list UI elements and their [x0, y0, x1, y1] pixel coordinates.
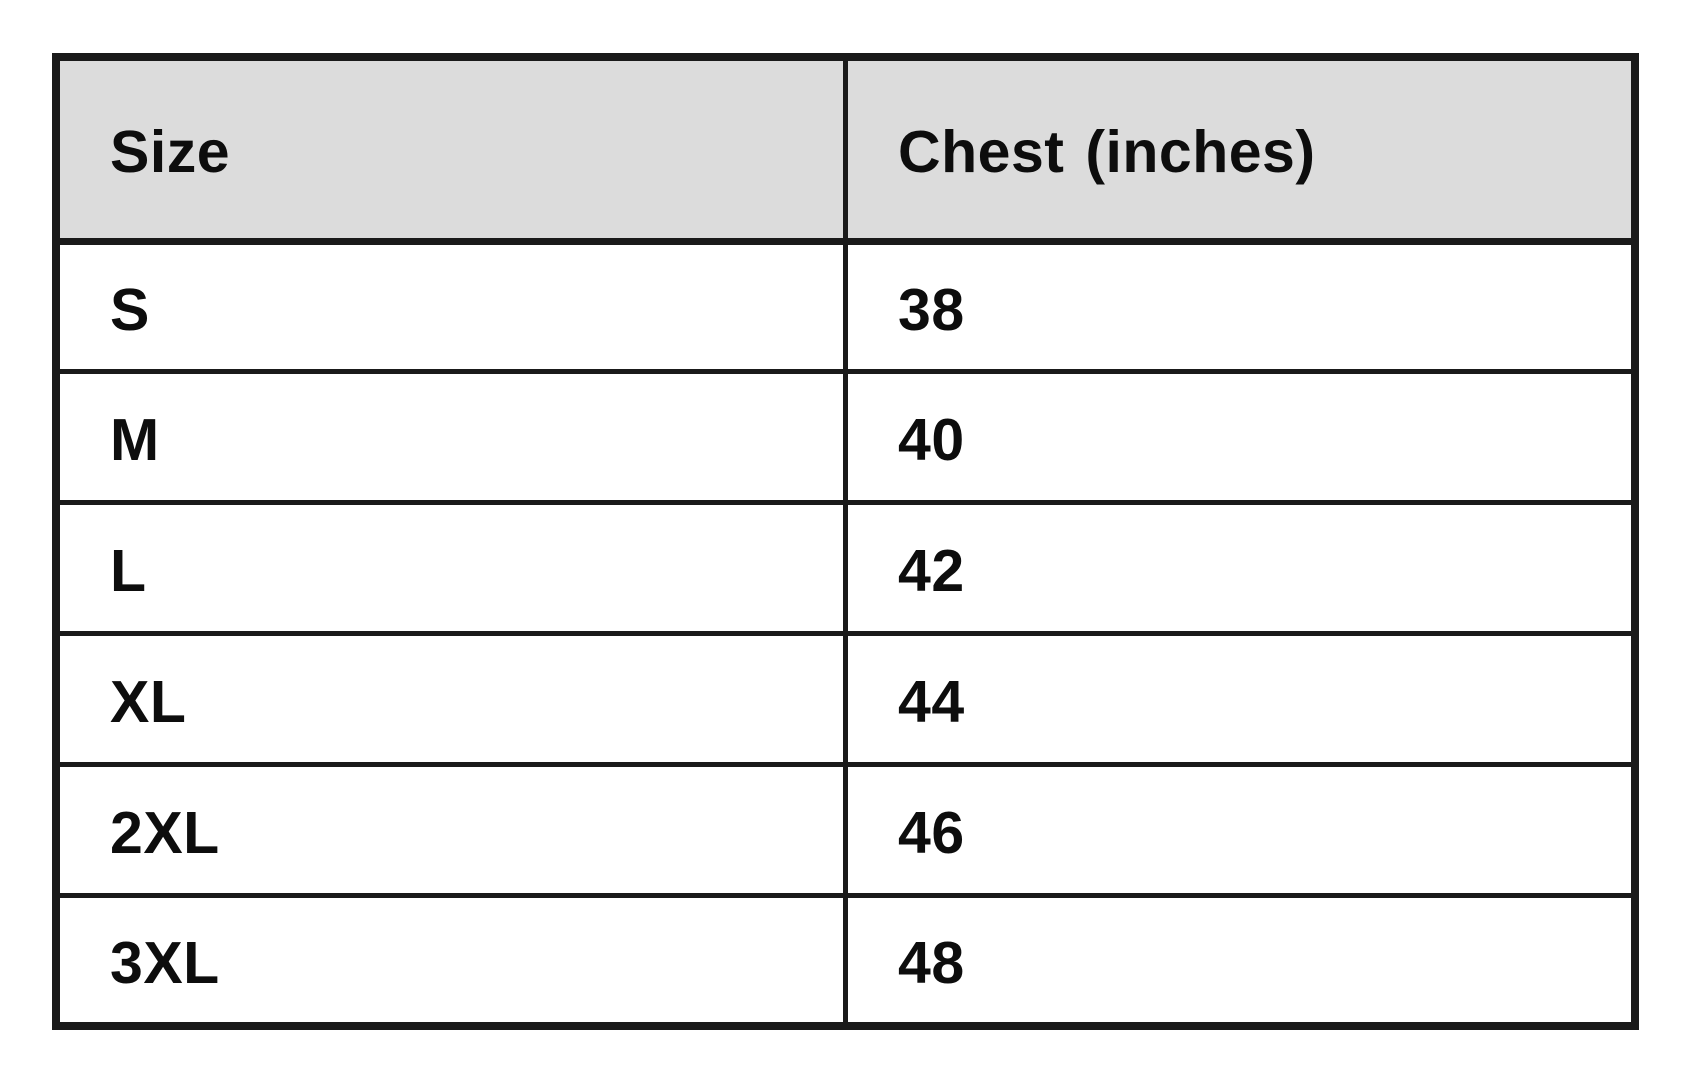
column-header-size: Size — [56, 57, 846, 241]
table-row — [56, 895, 1635, 1026]
chest-cell: 48 — [846, 895, 1636, 1026]
table-row — [56, 503, 1635, 634]
table-row — [56, 633, 1635, 764]
chest-cell: 42 — [846, 503, 1636, 634]
table-body — [56, 241, 1635, 1026]
table-row — [56, 764, 1635, 895]
size-cell: S — [56, 241, 846, 372]
chest-cell: 38 — [846, 241, 1636, 372]
size-cell: 3XL — [56, 895, 846, 1026]
table-row — [56, 372, 1635, 503]
chest-cell: 46 — [846, 764, 1636, 895]
size-cell: XL — [56, 633, 846, 764]
chest-cell: 44 — [846, 633, 1636, 764]
chest-cell: 40 — [846, 372, 1636, 503]
size-cell: 2XL — [56, 764, 846, 895]
size-cell: L — [56, 503, 846, 634]
header-row — [56, 57, 1635, 241]
table-header — [56, 57, 1635, 241]
table-row — [56, 241, 1635, 372]
size-chart-table — [52, 53, 1639, 1030]
size-cell: M — [56, 372, 846, 503]
column-header-chest: Chest (inches) — [846, 57, 1636, 241]
